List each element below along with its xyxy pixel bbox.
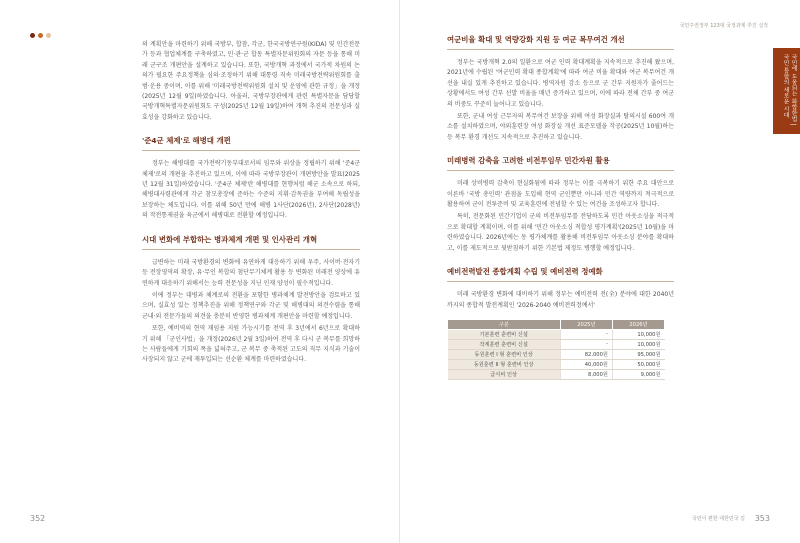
table-cell: 급식비 인상 [448, 369, 561, 379]
table-cell: 동원훈련 I 형 훈련비 인상 [448, 349, 561, 359]
paragraph: 특히, 전문화된 민간기업이 군의 비전투임무를 전담하도록 민간 아웃소싱을 적극적으로 확대할 계획이며, 이를 위해 '민간 아웃소싱 적합성 평가계획'(2025년 10월)을 마련하였습니다. 2026년에는 동 평가체계를 활용해 비전투임무 아웃소싱 분야를 확대하고, 이를 제도적으로 뒷받침하기 위한 기본법 제정도 병행할 예정입니다. [447, 213, 674, 252]
table-cell: 9,000원 [612, 369, 664, 379]
table-cell: 작계훈련 훈련비 신설 [448, 339, 561, 349]
right-page-column [447, 34, 674, 380]
page-gutter [399, 0, 400, 543]
table-cell: 10,000원 [612, 339, 664, 349]
paragraph: 정부는 국방개혁 2.0의 일환으로 여군 인력 확대계획을 지속적으로 추진해 왔으며, 2021년에 수립된 '여군인력 확대 종합계획'에 따라 여군 비율 확대와 여군 복무여건 개선을 내실 있게 추진하고 있습니다. 병역자원 감소 등으로 군 간부 지원자가 줄어드는 상황에서도 여성 간부 선발 비율을 매년 증가하고 있으며, 이에 따라 전체 간부 중 여군의 비중도 꾸준히 늘어나고 있습니다. [447, 59, 674, 108]
table-cell: 동원훈련 II 형 훈련비 인상 [448, 359, 561, 369]
section-heading-reserve-forces: 예비전력발전 종합계획 수립 및 예비전력 정예화 [447, 266, 674, 282]
chapter-dot-light [46, 33, 51, 38]
paragraph: 미래 상비병력 감축이 현실화됨에 따라 정부는 이를 극복하기 위한 주요 대안으로 이른바 '국방 총인력' 관점을 도입해 현역 군인뿐만 아니라 민간 역량까지 적극적으로 활용하여 군이 전투준비 및 교육훈련에 전념할 수 있는 여건을 조성하고자 합니다. [447, 180, 674, 209]
table-cell: 10,000원 [612, 329, 664, 339]
table-cell: 50,000원 [612, 359, 664, 369]
chapter-side-tab [773, 48, 800, 134]
table-cell: 40,000원 [560, 359, 612, 369]
table-row [448, 349, 665, 359]
table-cell: 82,000원 [560, 349, 612, 359]
section-heading-branch-reform: 시대 변화에 부합하는 병과체계 개편 및 인사관리 개혁 [142, 234, 360, 250]
paragraph: 정부는 해병대를 국가전략기동부대로서의 임무와 위상을 정립하기 위해 '준4군 체제'로의 개편을 추진하고 있으며, 이에 따라 국방부장관이 개편방안을 발표(2025년 12월 31일)하였습니다. '준4군 체제'란 해병대를 현행처럼 해군 소속으로 하되, 해병대사령관에게 각군 참모총장에 준하는 수준의 지휘·감독권을 부여해 독립성을 보장하는 체도입니다. 이를 위해 50년 만에 해병 1사단(2026년), 2사단(2028년)의 작전통제권을 육군에서 해병대로 전환할 예정입니다. [142, 160, 360, 220]
left-page-column [142, 40, 360, 368]
table-row [448, 369, 665, 379]
paragraph: 또한, 예비역의 현역 재임용 지원 가능시기를 전역 후 3년에서 6년으로 확대하기 위해 「군인사법」을 개정(2026년 2월 3일)하여 전역 후 다시 군 복무를 희망하는 사람들에게 기회의 폭을 넓혀주고, 군 복무 중 축적된 고도의 직무 지식과 기술이 사장되지 않고 군에 재투입되는 선순환 체계를 마련하였습니다. [142, 325, 360, 364]
table-row [448, 359, 665, 369]
table-cell: - [560, 339, 612, 349]
paragraph: 또한, 군내 여성 근무자의 복무여건 보장을 위해 여성 화장실과 탈의시설 600여 개소를 설치하였으며, 야외훈련장 여성 화장실 개선 표준모델을 작공(2025년 10월)하는 등 복무 환경 개선도 지속적으로 추진하고 있습니다. [447, 113, 674, 141]
table-cell: 기본훈련 훈련비 신설 [448, 329, 561, 339]
table-header-row [448, 319, 665, 329]
running-head: 국민주권정부 123대 국정과제 추진 실적 [679, 23, 768, 29]
table-row [448, 339, 665, 349]
table-cell: - [560, 329, 612, 339]
page-number-left: 352 [30, 514, 46, 523]
section-heading-civilian-resources: 미래병력 감축을 고려한 비전투임무 민간자원 활용 [447, 155, 674, 171]
table-header: 구분 [448, 319, 561, 329]
chapter-dot-mid [38, 33, 43, 38]
training-cost-table [447, 319, 665, 380]
table-header: 2026년 [612, 319, 664, 329]
table-header: 2025년 [560, 319, 612, 329]
chapter-dot-dark [30, 33, 35, 38]
chapter-dots [30, 33, 51, 38]
table-cell: 95,000원 [612, 349, 664, 359]
paragraph: 급변하는 미래 국방환경의 변화에 유연하게 대응하기 위해 우주, 사이버·전자기 등 전장영역의 확장, 유·무인 복합의 첨단무기체계 활용 등 변화된 미래전 양상에 유연하게 대응하기 위해서는 능력 전문성을 지닌 인재 양성이 필수적입니다. [142, 258, 360, 287]
footer-title-right: 국민이 편한 대한민국 길 [691, 516, 745, 522]
paragraph: 이에 정부는 대병과 체계로의 전환을 포함한 병과체계 발전방안을 검토하고 있으며, 실효성 있는 정책추진을 위해 정책연구와 각군 및 해병대의 의견수렴을 통해 군내·외 전문가들의 의견을 충분히 반영한 병과체계 개편안을 마련할 예정입니다. [142, 291, 360, 320]
intro-paragraph: 의 계획안을 마련하기 위해 국방부, 합참, 각군, 한국국방연구원(KIDA) 및 민간전문가 등과 협업체계를 구축하였고, 민·관·군 합동 특별자문위원회의 자문 등을 통해 미래 군구조 개편안을 설계하고 있습니다. 또한, 국방개혁 과정에서 국가적 차원의 논의가 필요한 주요정책을 심의·조정하기 위해 대통령 직속 미래국방전략위원회를 출범·운용 중이며, 이를 위해 '미래국방전략위원회 설치 및 운영에 관한 규정」을 개정(2025년 12월 9일)하였습니다. 아울러, 국방부장관에게 관련 특별자문을 담당할 국방개혁특별자문위원회도 구성(2025년 12월 19일)하여 개혁 추진의 전문성과 실효성을 강화하고 있습니다. [142, 41, 360, 121]
chapter-side-tab-label: 국민에 도움되는 화합한법 | 국민 통합의 새로운 시대 [782, 54, 796, 126]
section-heading-female-soldiers: 여군비율 확대 및 역량강화 지원 등 여군 복무여건 개선 [447, 34, 674, 50]
page-number-right: 353 [754, 514, 770, 523]
table-cell: 8,000원 [560, 369, 612, 379]
paragraph: 미래 국방환경 변화에 대비하기 위해 정부는 예비전력 전(全) 분야에 대한 2040년까지의 종합적 발전계획인 '2026-2040 예비전력정예서' [447, 291, 674, 309]
section-heading-marine-corps: '준4군 체제'로 해병대 개편 [142, 135, 360, 151]
table-row [448, 329, 665, 339]
